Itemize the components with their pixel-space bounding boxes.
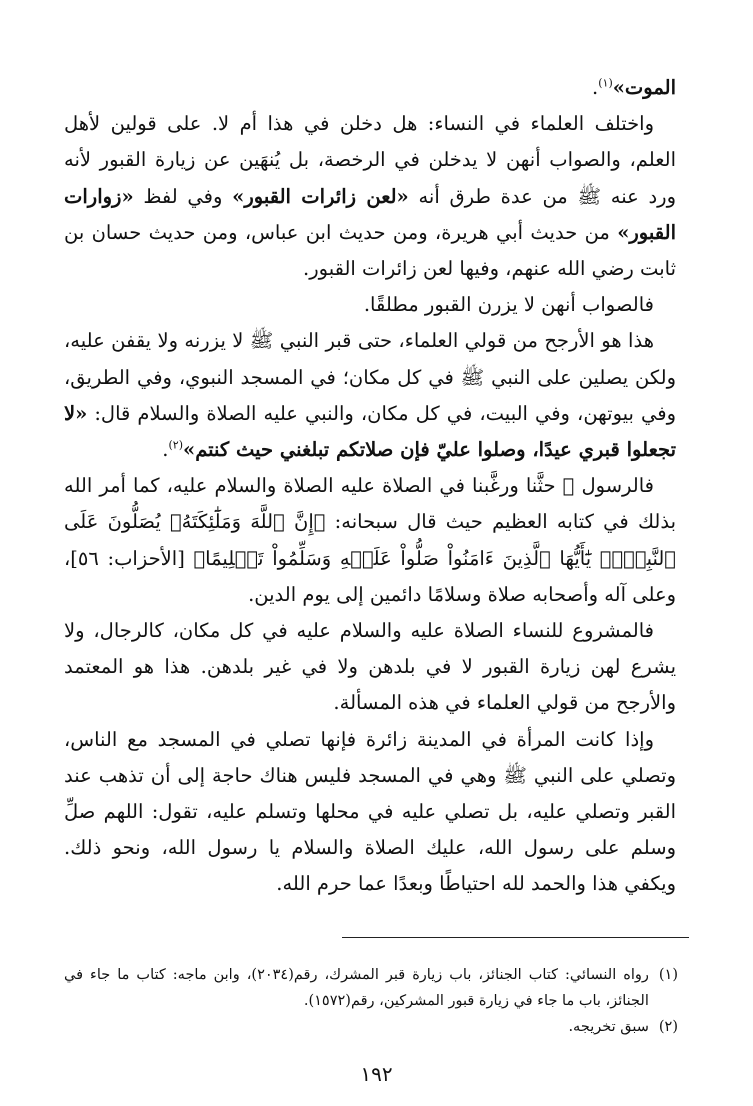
- paragraph-3: فالصواب أنهن لا يزرن القبور مطلقًا.: [363, 293, 654, 317]
- p5-text: فالرسول ﷺ حثَّنا ورغَّبنا في الصلاة عليه الصلاة والسلام عليه، كما أمر الله بذلك في كتابه العظيم حيث قال سبحانه:: [64, 474, 676, 534]
- footnote-ref-1: (١): [598, 76, 613, 90]
- paragraph-2: [64, 106, 676, 287]
- footnote-ref-2: (٢): [168, 438, 183, 452]
- p2-text: واختلف العلماء في النساء: هل دخلن في هذا أم لا. على قولين لأهل العلم، والصواب أنهن لا يدخلن في الرخصة، بل يُنهَين عن زيارة القبور لأنه ورد عنه ﷺ من عدة طرق أنه: [64, 112, 676, 208]
- footnotes: [64, 962, 678, 1040]
- p1-main: الموت»: [612, 76, 676, 99]
- paragraph-5: [64, 468, 676, 613]
- paragraph-7: وإذا كانت المرأة في المدينة زائرة فإنها تصلي في المسجد مع الناس، وتصلي على النبي ﷺ وهي في المسجد فليس هناك حاجة إلى أن تذهب عند القبر وتصلي عليه، بل تصلي عليه في محلها وتسلم عليه، تقول: اللهم صلِّ وسلم على رسول الله، عليك الصلاة والسلام يا رسول الله، ونحو ذلك. ويكفي هذا والحمد لله احتياطًا وبعدًا عما حرم الله.: [64, 727, 676, 896]
- page-number: ١٩٢: [360, 1062, 393, 1086]
- p2-end: من حديث أبي هريرة، ومن حديث ابن عباس، ومن حديث حسان بن ثابت رضي الله عنهم، وفيها لعن زائرات القبور.: [64, 220, 676, 281]
- p4-text: هذا هو الأرجح من قولي العلماء، حتى قبر النبي ﷺ لا يزرنه ولا يقفن عليه، ولكن يصلين على النبي ﷺ في كل مكان؛ في المسجد النبوي، وفي الطريق، وفي بيوتهن، وفي البيت، في كل مكان، والنبي عليه الصلاة والسلام قال:: [64, 329, 676, 425]
- footnote-text: سبق تخريجه.: [568, 1019, 649, 1035]
- p5-end: ، وعلى آله وأصحابه صلاة وسلامًا دائمين إلى يوم الدين.: [64, 546, 676, 606]
- p1-end: .: [592, 76, 599, 99]
- footnote-text: رواه النسائي: كتاب الجنائز، باب زيارة قبر المشرك، رقم(٢٠٣٤)، وابن ماجه: كتاب ما جاء في الجنائز، باب ما جاء في زيارة قبور المشركين، رقم(١٥٧٢).: [64, 967, 649, 1009]
- footnote-item: [64, 1014, 678, 1040]
- verse-citation: [الأحزاب: ٥٦]: [70, 546, 194, 570]
- footnote-number: (١): [658, 967, 678, 983]
- p2-hadith-1: «لعن زائرات القبور»: [232, 184, 409, 208]
- p4-hadith: «لا تجعلوا قبري عيدًا، وصلوا عليّ فإن صلاتكم تبلغني حيث كنتم»: [64, 401, 676, 462]
- footnote-item: [64, 962, 678, 1014]
- p2-hadith-2: «زوارات القبور»: [64, 184, 676, 244]
- p2-mid: وفي لفظ: [133, 184, 233, 208]
- main-text: [64, 70, 676, 903]
- paragraph-6: فالمشروع للنساء الصلاة عليه والسلام عليه في كل مكان، كالرجال، ولا يشرع لهن زيارة القبور لا في بلدهن ولا في غير بلدهن. هذا هو المعتمد والأرجح من قولي العلماء في هذه المسألة.: [64, 619, 676, 715]
- page-body: [64, 70, 676, 903]
- footnote-divider: [342, 937, 689, 938]
- quran-verse: ﴿إِنَّ ٱللَّهَ وَمَلَٰٓئِكَتَهُۥ يُصَلُّونَ عَلَى ٱلنَّبِيِّۚ يَٰٓأَيُّهَا ٱلَّذِينَ ءَامَنُواْ صَلُّواْ عَلَيۡهِ وَسَلِّمُواْ تَسۡلِيمًا﴾: [64, 510, 677, 570]
- paragraph-1: [64, 70, 676, 106]
- p4-end: .: [162, 438, 169, 462]
- paragraph-4: [64, 323, 676, 468]
- footnote-number: (٢): [658, 1019, 678, 1035]
